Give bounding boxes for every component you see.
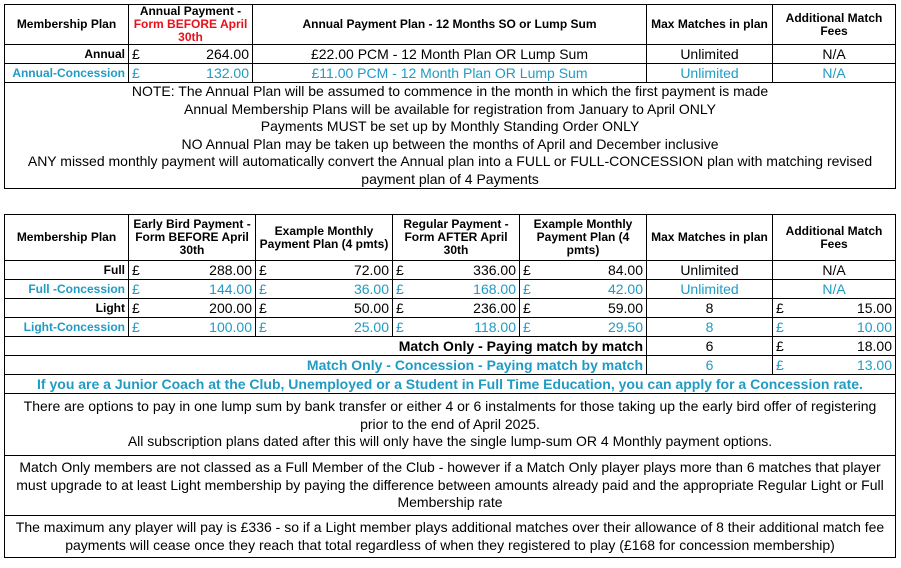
amount-value: 132.00 [206, 64, 249, 81]
plan-name: Light [5, 299, 129, 318]
header-early-bird: Early Bird Payment - Form BEFORE April 30th [129, 215, 256, 261]
table-row [5, 280, 896, 299]
note-line: NO Annual Plan may be taken up between the months of April and December inclusive [181, 135, 719, 152]
amount-value: 42.00 [607, 280, 643, 297]
currency-symbol: £ [523, 280, 531, 297]
early-bird-amount [129, 280, 256, 299]
amount-value: 168.00 [473, 280, 516, 297]
currency-symbol: £ [396, 318, 404, 335]
header-annual-payment-line1: Annual Payment - [139, 4, 242, 18]
max-matches-value: 6 [647, 356, 773, 375]
amount-value: 72.00 [353, 261, 389, 278]
currency-symbol: £ [776, 337, 784, 354]
amount-value: 18.00 [856, 337, 892, 354]
currency-symbol: £ [776, 318, 784, 335]
note-line: Payments MUST be set up by Monthly Standing Order ONLY [260, 118, 640, 134]
currency-symbol: £ [396, 280, 404, 297]
table-row [5, 261, 896, 280]
currency-symbol: £ [776, 356, 784, 373]
header-additional-fees: Additional Match Fees [773, 215, 896, 261]
header-annual-payment [129, 5, 253, 45]
header-max-matches: Max Matches in plan [647, 5, 773, 45]
currency-symbol: £ [523, 318, 531, 335]
additional-fee-value: N/A [773, 261, 896, 280]
early-bird-amount [129, 318, 256, 337]
plan-name: Light-Concession [5, 318, 129, 337]
additional-fee-value [773, 318, 896, 337]
match-only-note: Match Only members are not classed as a Full Member of the Club - however if a Match Only player plays more than 6 matches that player must upgrade to at least Light membership by paying the difference between amounts already paid and the appropriate Regular Light or Full Membership rate [5, 456, 896, 516]
header-max-matches: Max Matches in plan [647, 215, 773, 261]
note-line: ANY missed monthly payment will automatically convert the Annual plan into a FULL or FULL-CONCESSION plan with matching revised payment plan of 4 Payments [27, 153, 873, 187]
payment-options-line: All subscription plans dated after this will only have the single lump-sum OR 4 Monthly payment options. [127, 433, 773, 450]
currency-symbol: £ [132, 261, 140, 278]
currency-symbol: £ [523, 261, 531, 278]
table-row [5, 318, 896, 337]
example-monthly-regular-amount [520, 318, 647, 337]
additional-fee-value: N/A [773, 280, 896, 299]
annual-plans-table [4, 4, 896, 189]
note-line: NOTE: The Annual Plan will be assumed to commence in the month in which the first payment is made [131, 83, 769, 99]
header-annual-payment-deadline: Form BEFORE April 30th [133, 17, 248, 44]
additional-fee-value [773, 299, 896, 318]
match-only-concession-label: Match Only - Concession - Paying match by match [5, 356, 647, 375]
currency-symbol: £ [132, 318, 140, 335]
amount-value: 50.00 [353, 299, 389, 316]
example-monthly-early-amount [256, 318, 393, 337]
example-monthly-early-amount [256, 280, 393, 299]
payment-plan-text: £11.00 PCM - 12 Month Plan OR Lump Sum [253, 64, 647, 83]
max-matches-value: Unlimited [647, 45, 773, 64]
table-row [5, 299, 896, 318]
amount-value: 25.00 [353, 318, 389, 335]
currency-symbol: £ [132, 280, 140, 297]
amount-value: 200.00 [209, 299, 252, 316]
header-regular-payment: Regular Payment - Form AFTER April 30th [393, 215, 520, 261]
max-matches-value: Unlimited [647, 280, 773, 299]
amount-value: 100.00 [209, 318, 252, 335]
early-bird-amount [129, 299, 256, 318]
amount-value: 236.00 [473, 299, 516, 316]
currency-symbol: £ [523, 299, 531, 316]
regular-amount [393, 280, 520, 299]
amount-value: 10.00 [856, 318, 892, 335]
payment-options-note [5, 394, 896, 456]
currency-symbol: £ [132, 45, 140, 62]
max-matches-value: 8 [647, 299, 773, 318]
annual-amount [129, 45, 253, 64]
amount-value: 288.00 [209, 261, 252, 278]
amount-value: 118.00 [474, 318, 516, 335]
amount-value: 59.00 [607, 299, 643, 316]
header-example-monthly-early: Example Monthly Payment Plan (4 pmts) [256, 215, 393, 261]
currency-symbol: £ [776, 299, 784, 316]
plans-table-header [5, 215, 896, 261]
plan-name: Annual [5, 45, 129, 64]
currency-symbol: £ [259, 318, 267, 335]
additional-fee-value: N/A [773, 64, 896, 83]
currency-symbol: £ [396, 299, 404, 316]
table-row [5, 45, 896, 64]
additional-fee-value [773, 337, 896, 356]
note-line: Annual Membership Plans will be available for registration from January to April ONLY [184, 100, 716, 117]
max-matches-value: Unlimited [647, 64, 773, 83]
example-monthly-regular-amount [520, 280, 647, 299]
amount-value: 336.00 [473, 261, 516, 278]
match-only-label: Match Only - Paying match by match [5, 337, 647, 356]
currency-symbol: £ [132, 299, 140, 316]
header-membership-plan: Membership Plan [5, 5, 129, 45]
header-annual-payment-plan: Annual Payment Plan - 12 Months SO or Lump Sum [253, 5, 647, 45]
payment-plan-text: £22.00 PCM - 12 Month Plan OR Lump Sum [253, 45, 647, 64]
membership-plans-table [4, 214, 896, 558]
amount-value: 13.00 [856, 356, 892, 373]
concession-notice-row [5, 375, 896, 394]
annual-notes-row [5, 83, 896, 189]
annual-table-header [5, 5, 896, 45]
amount-value: 264.00 [206, 45, 249, 62]
currency-symbol: £ [259, 261, 267, 278]
additional-fee-value [773, 356, 896, 375]
regular-amount [393, 299, 520, 318]
header-membership-plan: Membership Plan [5, 215, 129, 261]
amount-value: 15.00 [856, 299, 892, 316]
plan-name: Annual-Concession [5, 64, 129, 83]
plan-name: Full -Concession [5, 280, 129, 299]
example-monthly-regular-amount [520, 261, 647, 280]
header-additional-fees: Additional Match Fees [773, 5, 896, 45]
max-matches-value: 8 [647, 318, 773, 337]
match-only-note-row [5, 456, 896, 516]
currency-symbol: £ [396, 261, 404, 278]
header-example-monthly-regular: Example Monthly Payment Plan (4 pmts) [520, 215, 647, 261]
early-bird-amount [129, 261, 256, 280]
max-matches-value: Unlimited [647, 261, 773, 280]
amount-value: 29.50 [607, 318, 643, 335]
currency-symbol: £ [132, 64, 140, 81]
currency-symbol: £ [259, 280, 267, 297]
regular-amount [393, 261, 520, 280]
example-monthly-early-amount [256, 261, 393, 280]
table-row [5, 337, 896, 356]
regular-amount [393, 318, 520, 337]
amount-value: 144.00 [209, 280, 252, 297]
amount-value: 36.00 [353, 280, 389, 297]
currency-symbol: £ [259, 299, 267, 316]
example-monthly-regular-amount [520, 299, 647, 318]
amount-value: 84.00 [607, 261, 643, 278]
concession-notice: If you are a Junior Coach at the Club, Unemployed or a Student in Full Time Education, you can apply for a Concession rate. [5, 375, 896, 394]
max-payment-note: The maximum any player will pay is £336 - so if a Light member plays additional matches over their allowance of 8 their additional match fee payments will cease once they reach that total regardless of when they registered to play (£168 for concession membership) [5, 516, 896, 558]
max-payment-note-row [5, 516, 896, 558]
additional-fee-value: N/A [773, 45, 896, 64]
table-row [5, 356, 896, 375]
annual-notes [5, 83, 896, 189]
payment-options-line: There are options to pay in one lump sum by bank transfer or either 4 or 6 instalments for those taking up the early bird offer of registering prior to the end of April 2025. [23, 398, 877, 432]
table-row [5, 64, 896, 83]
example-monthly-early-amount [256, 299, 393, 318]
payment-options-row [5, 394, 896, 456]
plan-name: Full [5, 261, 129, 280]
max-matches-value: 6 [647, 337, 773, 356]
annual-amount [129, 64, 253, 83]
